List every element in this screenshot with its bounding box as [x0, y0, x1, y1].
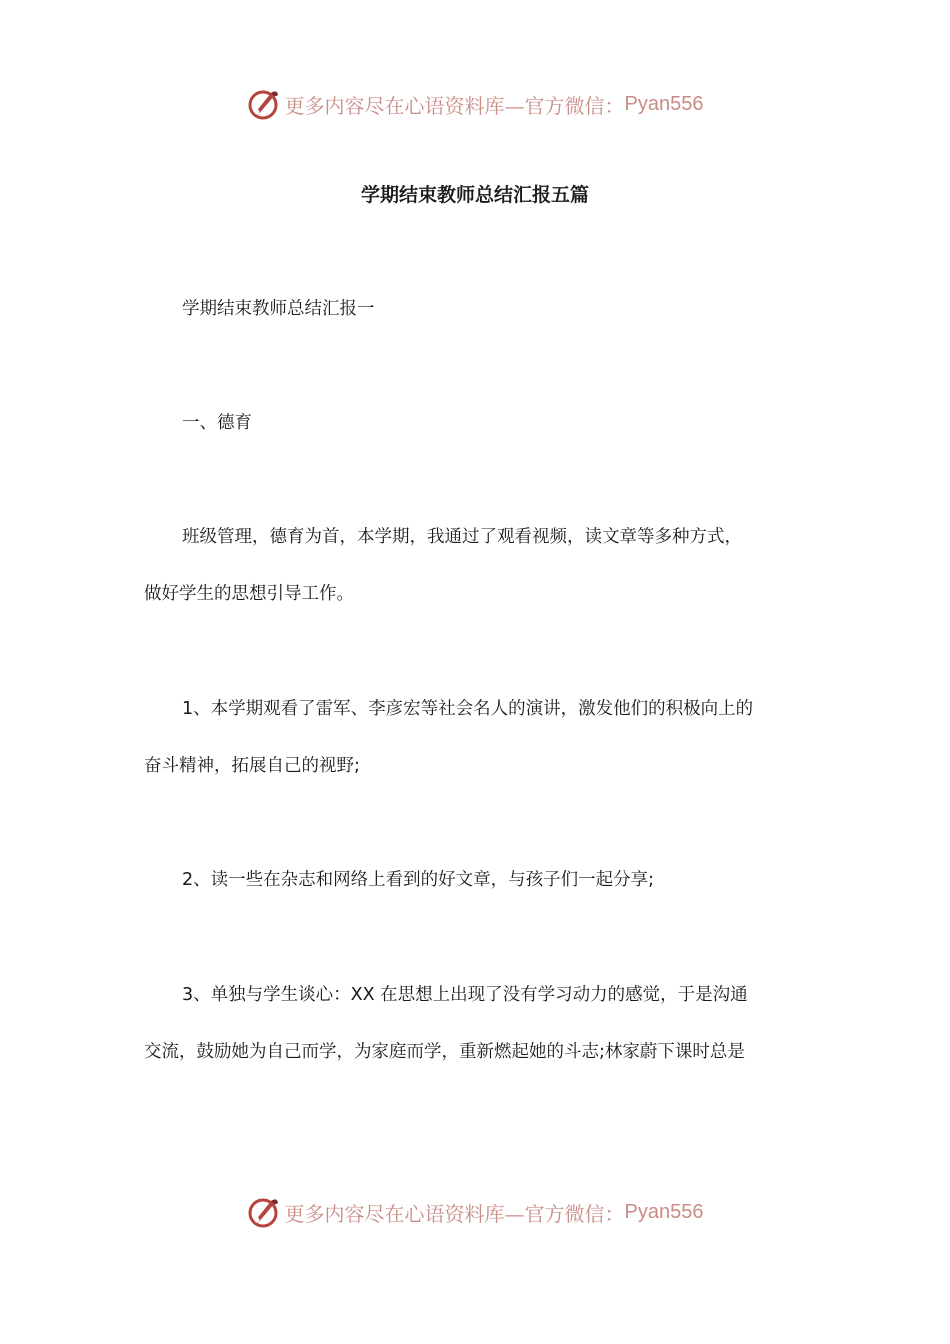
watermark-banner-top [0, 84, 950, 124]
quill-logo-icon [247, 1195, 281, 1229]
paragraph-line: 做好学生的思想引导工作。 [144, 584, 354, 604]
section-heading: 学期结束教师总结汇报一 [182, 299, 375, 319]
document-title: 学期结束教师总结汇报五篇 [360, 184, 589, 206]
subsection-heading: 一、德育 [182, 413, 252, 433]
paragraph-line: 交流，鼓励她为自己而学，为家庭而学，重新燃起她的斗志;林家蔚下课时总是 [144, 1042, 745, 1062]
paragraph-line: 3、单独与学生谈心：XX 在思想上出现了没有学习动力的感觉，于是沟通 [182, 985, 748, 1005]
paragraph-line: 奋斗精神，拓展自己的视野; [144, 756, 360, 776]
watermark-handle: Pyan556 [624, 92, 704, 115]
watermark-handle: Pyan556 [624, 1200, 704, 1223]
paragraph-line: 2、读一些在杂志和网络上看到的好文章，与孩子们一起分享; [182, 870, 655, 890]
watermark-text: 更多内容尽在心语资料库—官方微信： [284, 1201, 625, 1226]
quill-logo-icon [247, 87, 281, 121]
watermark-text: 更多内容尽在心语资料库—官方微信： [284, 93, 625, 118]
watermark-banner-bottom [0, 1192, 950, 1232]
paragraph-line: 班级管理，德育为首，本学期，我通过了观看视频，读文章等多种方式， [182, 527, 742, 547]
paragraph-line: 1、本学期观看了雷军、李彦宏等社会名人的演讲，激发他们的积极向上的 [182, 699, 754, 719]
